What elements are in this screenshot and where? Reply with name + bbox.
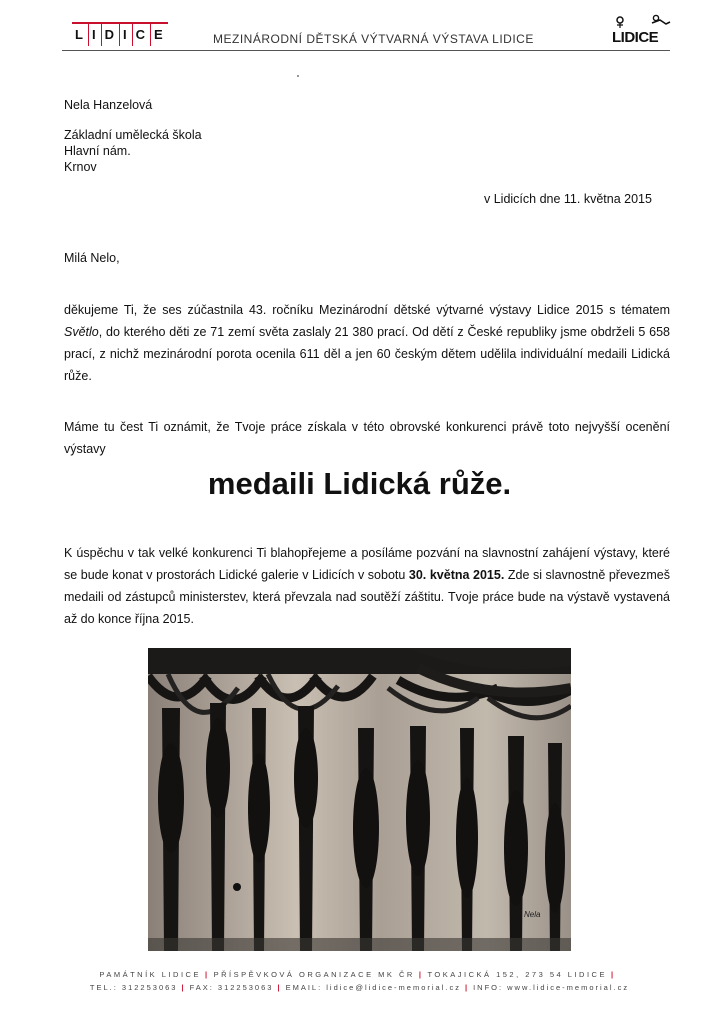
children-figures-icon: [612, 14, 674, 30]
paragraph-invitation: [64, 542, 670, 630]
footer-line-2: [0, 983, 719, 992]
recipient-name: Nela Hanzelová: [64, 98, 153, 112]
footer-separator: |: [464, 983, 470, 992]
paragraph-text: K úspěchu v tak velké konkurenci Ti blahopřejeme a posíláme pozvání na slavnostní zahájení výstavy, které se bude konat v prostorách Lidické galerie v Lidicích v sobotu: [64, 546, 670, 582]
footer-web: INFO: www.lidice-memorial.cz: [473, 983, 630, 992]
artwork-image: [148, 648, 571, 951]
footer-email: EMAIL: lidice@lidice-memorial.cz: [285, 983, 461, 992]
footer-org-type: PŘÍSPĚVKOVÁ ORGANIZACE MK ČR: [213, 970, 415, 979]
footer-fax: FAX: 312253063: [189, 983, 274, 992]
salutation: Milá Nelo,: [64, 251, 120, 265]
footer-phone: TEL.: 312253063: [89, 983, 178, 992]
footer-separator: |: [418, 970, 424, 979]
recipient-street: Hlavní nám.: [64, 144, 131, 158]
recipient-school: Základní umělecká škola: [64, 128, 202, 142]
logo-letter: I: [119, 24, 132, 46]
footer-separator: |: [277, 983, 282, 992]
recipient-city: Krnov: [64, 160, 97, 174]
recipient-address: [64, 97, 202, 175]
artwork-signature: Nela: [524, 910, 541, 919]
footer-address: TOKAJICKÁ 152, 273 54 LIDICE: [427, 970, 607, 979]
paragraph-announcement: Máme tu čest Ti oznámit, že Tvoje práce získala v této obrovské konkurenci právě toto nejvyšší ocenění výstavy: [64, 420, 670, 456]
paragraph-text: děkujeme Ti, že ses zúčastnila 43. ročníku Mezinárodní dětské výtvarné výstavy Lidice 2015 s tématem: [64, 303, 670, 317]
logo-letter: E: [150, 24, 168, 46]
logo-letter: I: [88, 24, 101, 46]
paragraph-thanks: [64, 299, 670, 387]
date-line: v Lidicích dne 11. května 2015: [484, 192, 652, 206]
footer-separator: |: [204, 970, 210, 979]
logo-letter: C: [132, 24, 150, 46]
header-divider: [62, 50, 670, 51]
logo-right-word: LIDICE: [612, 29, 659, 46]
award-title: medaili Lidická růže.: [207, 466, 512, 501]
paragraph-text: Zde si slavnostně převezmeš medaili od zástupců ministerstev, která převzala nad soutěží záštitu. Tvoje práce bude na výstavě vystavená až do konce října 2015.: [64, 568, 670, 626]
lidice-logo-right: [612, 14, 674, 46]
footer-separator: |: [181, 983, 186, 992]
lidice-logo-left: [72, 22, 168, 46]
paragraph-text: , do kterého děti ze 71 zemí světa zaslaly 21 380 prací. Od dětí z České republiky jsme obdrželi 5 658 prací, z nichž mezinárodní porota ocenila 611 děl a jen 60 českým dětem udělila individuální medaili Lidická růže.: [64, 325, 670, 383]
footer-line-1: [0, 970, 719, 979]
ceremony-date: 30. května 2015.: [408, 568, 505, 582]
header-title: MEZINÁRODNÍ DĚTSKÁ VÝTVARNÁ VÝSTAVA LIDICE: [213, 32, 534, 46]
logo-letter: L: [75, 27, 85, 42]
artwork-painting: [148, 648, 571, 951]
footer-org: PAMÁTNÍK LIDICE: [99, 970, 201, 979]
logo-letter: D: [101, 24, 119, 46]
theme-name: Světlo: [64, 325, 99, 339]
speck: [297, 75, 299, 77]
footer-separator: |: [610, 970, 616, 979]
